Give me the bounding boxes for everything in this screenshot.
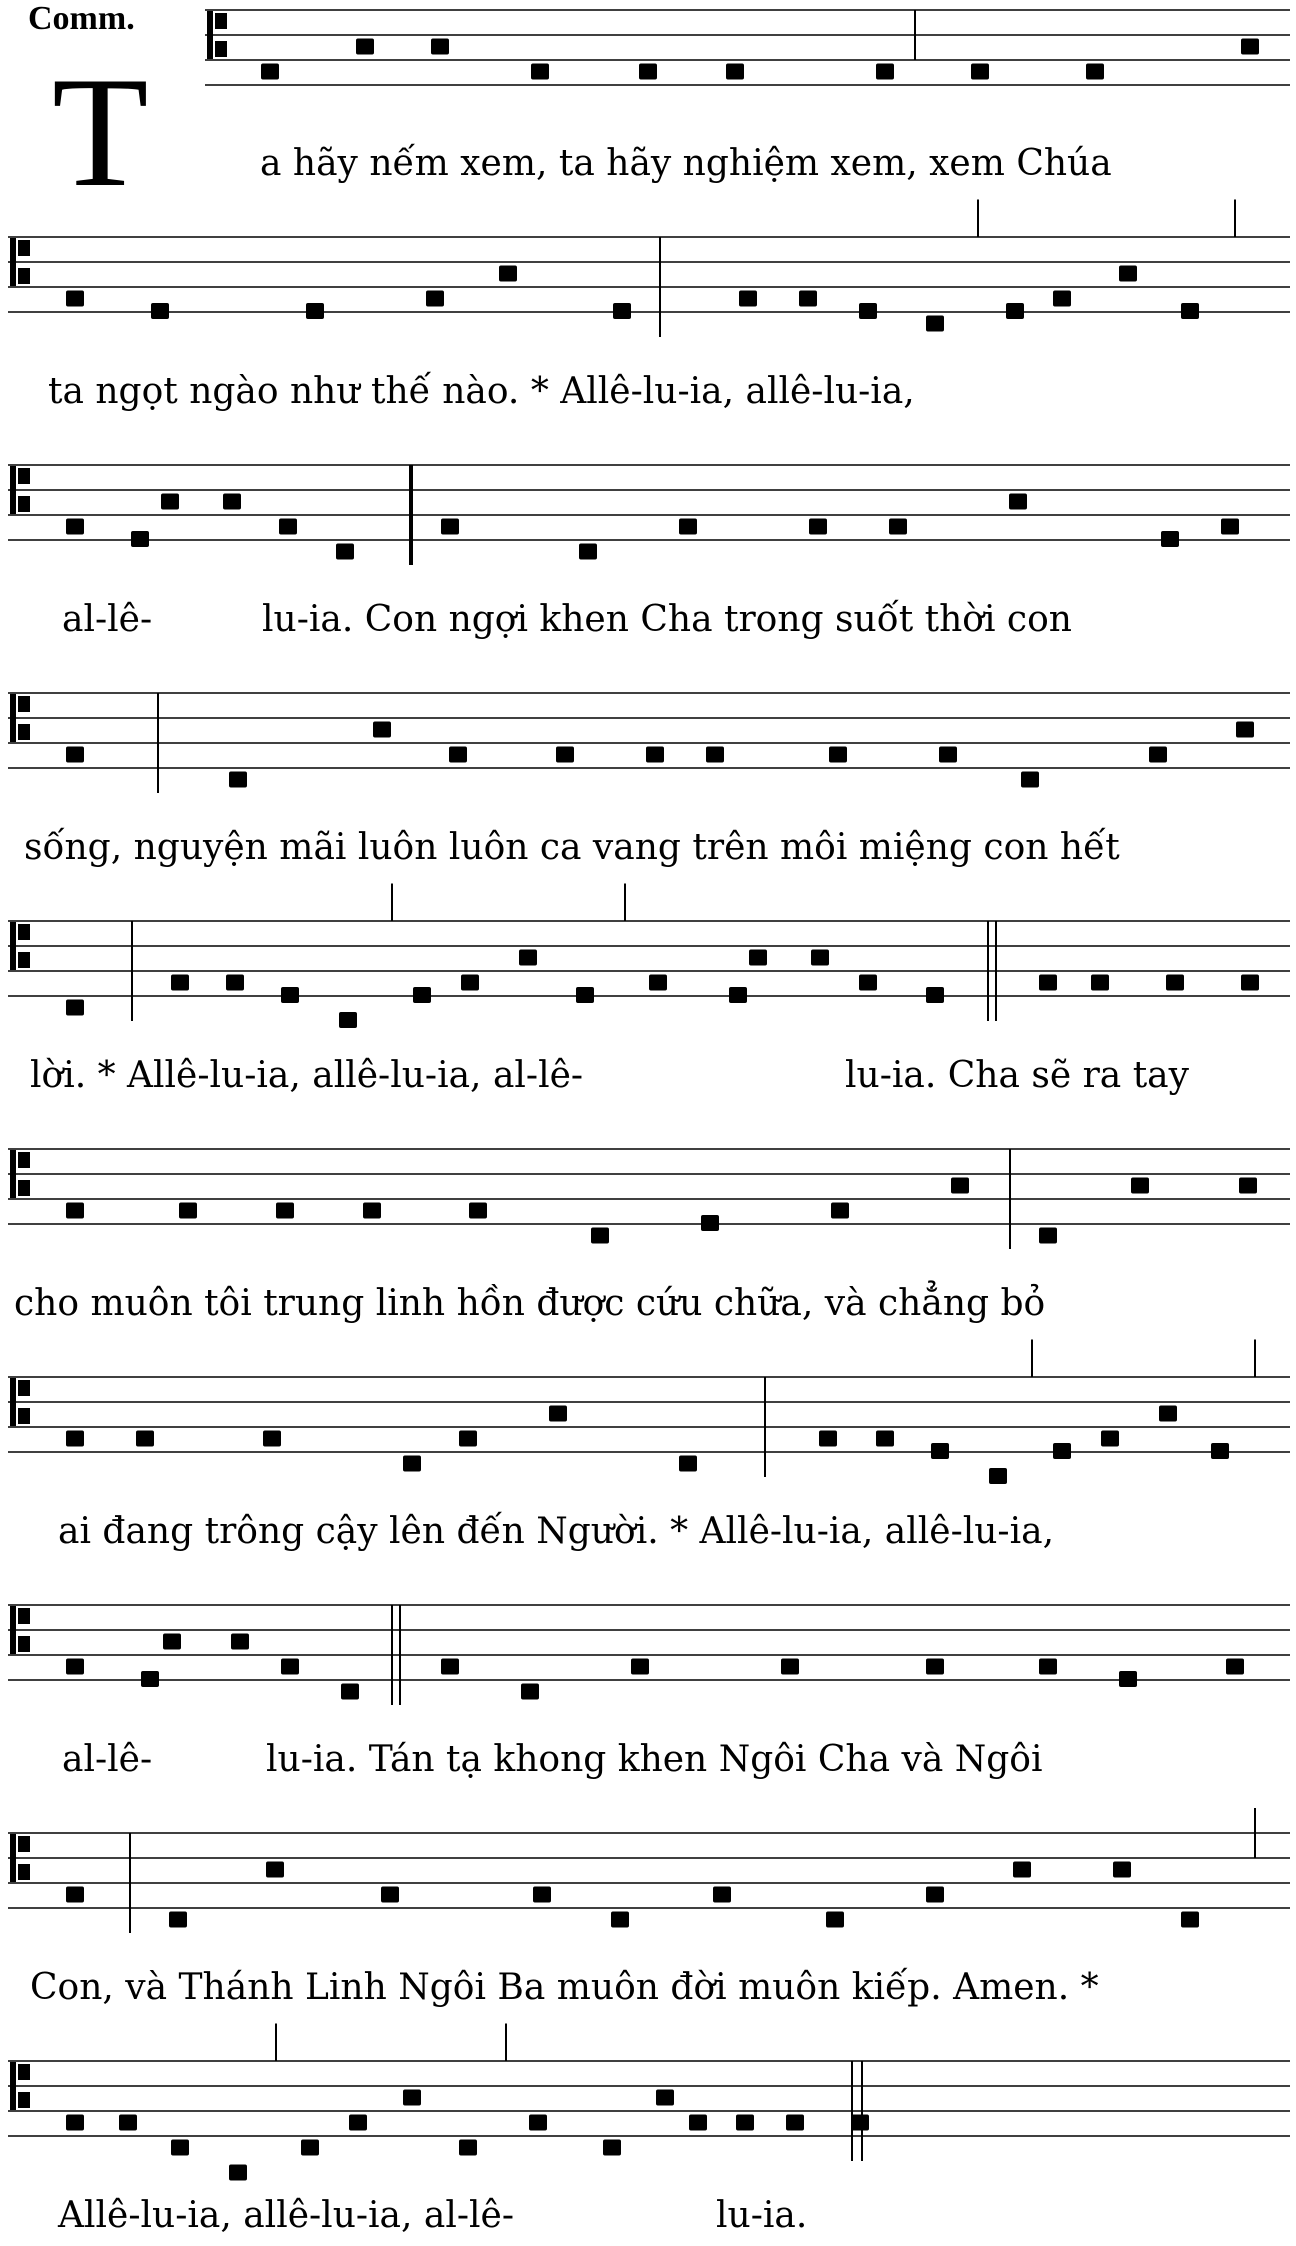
lyric-line-3a: al-lê- bbox=[62, 599, 153, 640]
clef-icon bbox=[18, 496, 30, 512]
neume-note bbox=[141, 1671, 159, 1687]
clef-icon bbox=[10, 1606, 16, 1654]
neume-note bbox=[649, 975, 667, 991]
neume-note bbox=[1239, 1178, 1257, 1194]
neume-note bbox=[413, 987, 431, 1003]
clef-icon bbox=[215, 41, 227, 57]
clef-icon bbox=[10, 1150, 16, 1198]
neume-note bbox=[781, 1659, 799, 1675]
neume-note bbox=[531, 64, 549, 80]
lyric-line-4: sống, nguyện mãi luôn luôn ca vang trên môi miệng con hết bbox=[24, 827, 1120, 868]
clef-icon bbox=[10, 238, 16, 286]
neume-note bbox=[1236, 722, 1254, 738]
neume-note bbox=[66, 2115, 84, 2131]
neume-note bbox=[499, 266, 517, 282]
neume-note bbox=[301, 2140, 319, 2156]
drop-cap-initial: T bbox=[52, 45, 149, 220]
clef-icon bbox=[18, 1408, 30, 1424]
neume-note bbox=[66, 1659, 84, 1675]
neume-note bbox=[749, 950, 767, 966]
neume-note bbox=[533, 1887, 551, 1903]
neume-note bbox=[229, 772, 247, 788]
neume-note bbox=[441, 1659, 459, 1675]
neume-note bbox=[549, 1406, 567, 1422]
neume-note bbox=[231, 1634, 249, 1650]
lyric-line-8b: lu-ia. Tán tạ khong khen Ngôi Cha và Ngôi bbox=[266, 1739, 1043, 1780]
neume-note bbox=[889, 519, 907, 535]
neume-note bbox=[449, 747, 467, 763]
neume-note bbox=[266, 1862, 284, 1878]
clef-icon bbox=[10, 466, 16, 514]
lyric-line-3b: lu-ia. Con ngợi khen Cha trong suốt thời con bbox=[262, 599, 1072, 640]
neume-note bbox=[826, 1912, 844, 1928]
neume-note bbox=[529, 2115, 547, 2131]
neume-note bbox=[631, 1659, 649, 1675]
neume-note bbox=[163, 1634, 181, 1650]
neume-note bbox=[179, 1203, 197, 1219]
clef-icon bbox=[18, 924, 30, 940]
neume-note bbox=[799, 291, 817, 307]
neume-note bbox=[739, 291, 757, 307]
neume-note bbox=[851, 2115, 869, 2131]
neume-note bbox=[306, 303, 324, 319]
clef-icon bbox=[18, 468, 30, 484]
neume-note bbox=[339, 1012, 357, 1028]
neume-note bbox=[519, 950, 537, 966]
neume-note bbox=[1091, 975, 1109, 991]
neume-note bbox=[989, 1468, 1007, 1484]
neume-note bbox=[1149, 747, 1167, 763]
clef-icon bbox=[18, 1608, 30, 1624]
neume-note bbox=[1166, 975, 1184, 991]
neume-note bbox=[679, 519, 697, 535]
neume-note bbox=[831, 1203, 849, 1219]
neume-note bbox=[603, 2140, 621, 2156]
neume-note bbox=[1053, 291, 1071, 307]
neume-note bbox=[1053, 1443, 1071, 1459]
neume-note bbox=[576, 987, 594, 1003]
neume-note bbox=[679, 1456, 697, 1472]
neume-note bbox=[1241, 39, 1259, 55]
neume-note bbox=[381, 1887, 399, 1903]
neume-note bbox=[1009, 494, 1027, 510]
neume-note bbox=[223, 494, 241, 510]
neume-note bbox=[66, 747, 84, 763]
neume-note bbox=[1039, 975, 1057, 991]
neume-note bbox=[1119, 266, 1137, 282]
neume-note bbox=[1086, 64, 1104, 80]
clef-icon bbox=[18, 1636, 30, 1652]
neume-note bbox=[1226, 1659, 1244, 1675]
clef-icon bbox=[18, 2064, 30, 2080]
neume-note bbox=[119, 2115, 137, 2131]
clef-icon bbox=[18, 952, 30, 968]
neume-note bbox=[336, 544, 354, 560]
clef-icon bbox=[18, 268, 30, 284]
clef-icon bbox=[18, 1180, 30, 1196]
neume-note bbox=[1006, 303, 1024, 319]
neume-note bbox=[169, 1912, 187, 1928]
neume-note bbox=[931, 1443, 949, 1459]
neume-note bbox=[613, 303, 631, 319]
neume-note bbox=[971, 64, 989, 80]
neume-note bbox=[1181, 303, 1199, 319]
neume-note bbox=[1101, 1431, 1119, 1447]
neume-note bbox=[639, 64, 657, 80]
neume-note bbox=[66, 1887, 84, 1903]
neume-note bbox=[1161, 531, 1179, 547]
clef-icon bbox=[207, 11, 213, 59]
neume-note bbox=[1159, 1406, 1177, 1422]
neume-note bbox=[279, 519, 297, 535]
clef-icon bbox=[18, 1864, 30, 1880]
clef-icon bbox=[18, 724, 30, 740]
mode-label: Comm. bbox=[28, 0, 135, 37]
clef-icon bbox=[10, 1834, 16, 1882]
neume-note bbox=[859, 975, 877, 991]
lyric-line-10b: lu-ia. bbox=[716, 2195, 808, 2236]
clef-icon bbox=[18, 240, 30, 256]
neume-note bbox=[1113, 1862, 1131, 1878]
neume-note bbox=[171, 2140, 189, 2156]
neume-note bbox=[556, 747, 574, 763]
neume-note bbox=[459, 1431, 477, 1447]
neume-note bbox=[786, 2115, 804, 2131]
neume-note bbox=[151, 303, 169, 319]
neume-note bbox=[926, 987, 944, 1003]
neume-note bbox=[1211, 1443, 1229, 1459]
clef-icon bbox=[18, 1380, 30, 1396]
lyric-line-9: Con, và Thánh Linh Ngôi Ba muôn đời muôn kiếp. Amen. * bbox=[30, 1967, 1099, 2008]
neume-note bbox=[229, 2165, 247, 2181]
clef-icon bbox=[18, 1152, 30, 1168]
neume-note bbox=[926, 316, 944, 332]
neume-note bbox=[591, 1228, 609, 1244]
clef-icon bbox=[18, 1836, 30, 1852]
neume-note bbox=[706, 747, 724, 763]
clef-icon bbox=[18, 696, 30, 712]
neume-note bbox=[1221, 519, 1239, 535]
clef-icon bbox=[10, 922, 16, 970]
neume-note bbox=[66, 1431, 84, 1447]
neume-note bbox=[356, 39, 374, 55]
clef-icon bbox=[10, 2062, 16, 2110]
neume-note bbox=[66, 1203, 84, 1219]
neume-note bbox=[276, 1203, 294, 1219]
neume-note bbox=[403, 1456, 421, 1472]
neume-note bbox=[646, 747, 664, 763]
neume-note bbox=[461, 975, 479, 991]
neume-note bbox=[926, 1887, 944, 1903]
neume-note bbox=[819, 1431, 837, 1447]
neume-note bbox=[859, 303, 877, 319]
neume-note bbox=[726, 64, 744, 80]
neume-note bbox=[1131, 1178, 1149, 1194]
neume-note bbox=[579, 544, 597, 560]
neume-note bbox=[939, 747, 957, 763]
neume-note bbox=[341, 1684, 359, 1700]
neume-note bbox=[926, 1659, 944, 1675]
neume-note bbox=[66, 291, 84, 307]
neume-note bbox=[1119, 1671, 1137, 1687]
neume-note bbox=[1241, 975, 1259, 991]
lyric-line-5b: lu-ia. Cha sẽ ra tay bbox=[845, 1055, 1189, 1096]
neume-note bbox=[809, 519, 827, 535]
clef-icon bbox=[215, 13, 227, 29]
neume-note bbox=[811, 950, 829, 966]
neume-note bbox=[66, 1000, 84, 1016]
neume-note bbox=[261, 64, 279, 80]
neume-note bbox=[876, 64, 894, 80]
lyric-line-6: cho muôn tôi trung linh hồn được cứu chữa, và chẳng bỏ bbox=[14, 1283, 1046, 1324]
neume-note bbox=[281, 1659, 299, 1675]
lyric-line-1: a hãy nếm xem, ta hãy nghiệm xem, xem Chúa bbox=[260, 143, 1112, 184]
neume-note bbox=[281, 987, 299, 1003]
neume-note bbox=[403, 2090, 421, 2106]
lyric-line-10a: Allê-lu-ia, allê-lu-ia, al-lê- bbox=[58, 2195, 515, 2236]
clef-icon bbox=[10, 1378, 16, 1426]
neume-note bbox=[521, 1684, 539, 1700]
neume-note bbox=[829, 747, 847, 763]
neume-note bbox=[1039, 1228, 1057, 1244]
neume-note bbox=[736, 2115, 754, 2131]
neume-note bbox=[689, 2115, 707, 2131]
neume-note bbox=[611, 1912, 629, 1928]
neume-note bbox=[701, 1215, 719, 1231]
neume-note bbox=[349, 2115, 367, 2131]
neume-note bbox=[226, 975, 244, 991]
clef-icon bbox=[10, 694, 16, 742]
neume-note bbox=[713, 1887, 731, 1903]
neume-note bbox=[136, 1431, 154, 1447]
lyric-line-5a: lời. * Allê-lu-ia, allê-lu-ia, al-lê- bbox=[30, 1055, 584, 1096]
neume-note bbox=[951, 1178, 969, 1194]
neume-note bbox=[656, 2090, 674, 2106]
neume-note bbox=[363, 1203, 381, 1219]
neume-note bbox=[131, 531, 149, 547]
neume-note bbox=[373, 722, 391, 738]
neume-note bbox=[441, 519, 459, 535]
lyric-line-8a: al-lê- bbox=[62, 1739, 153, 1780]
neume-note bbox=[469, 1203, 487, 1219]
neume-note bbox=[426, 291, 444, 307]
neume-note bbox=[171, 975, 189, 991]
neume-note bbox=[161, 494, 179, 510]
neume-note bbox=[459, 2140, 477, 2156]
neume-note bbox=[1013, 1862, 1031, 1878]
clef-icon bbox=[18, 2092, 30, 2108]
neume-note bbox=[66, 519, 84, 535]
lyric-line-7: ai đang trông cậy lên đến Người. * Allê-lu-ia, allê-lu-ia, bbox=[58, 1511, 1055, 1552]
neume-note bbox=[431, 39, 449, 55]
neume-note bbox=[729, 987, 747, 1003]
neume-note bbox=[1021, 772, 1039, 788]
neume-note bbox=[876, 1431, 894, 1447]
neume-note bbox=[1039, 1659, 1057, 1675]
neume-note bbox=[1181, 1912, 1199, 1928]
neume-note bbox=[263, 1431, 281, 1447]
lyric-line-2: ta ngọt ngào như thế nào. * Allê-lu-ia, allê-lu-ia, bbox=[48, 371, 915, 412]
